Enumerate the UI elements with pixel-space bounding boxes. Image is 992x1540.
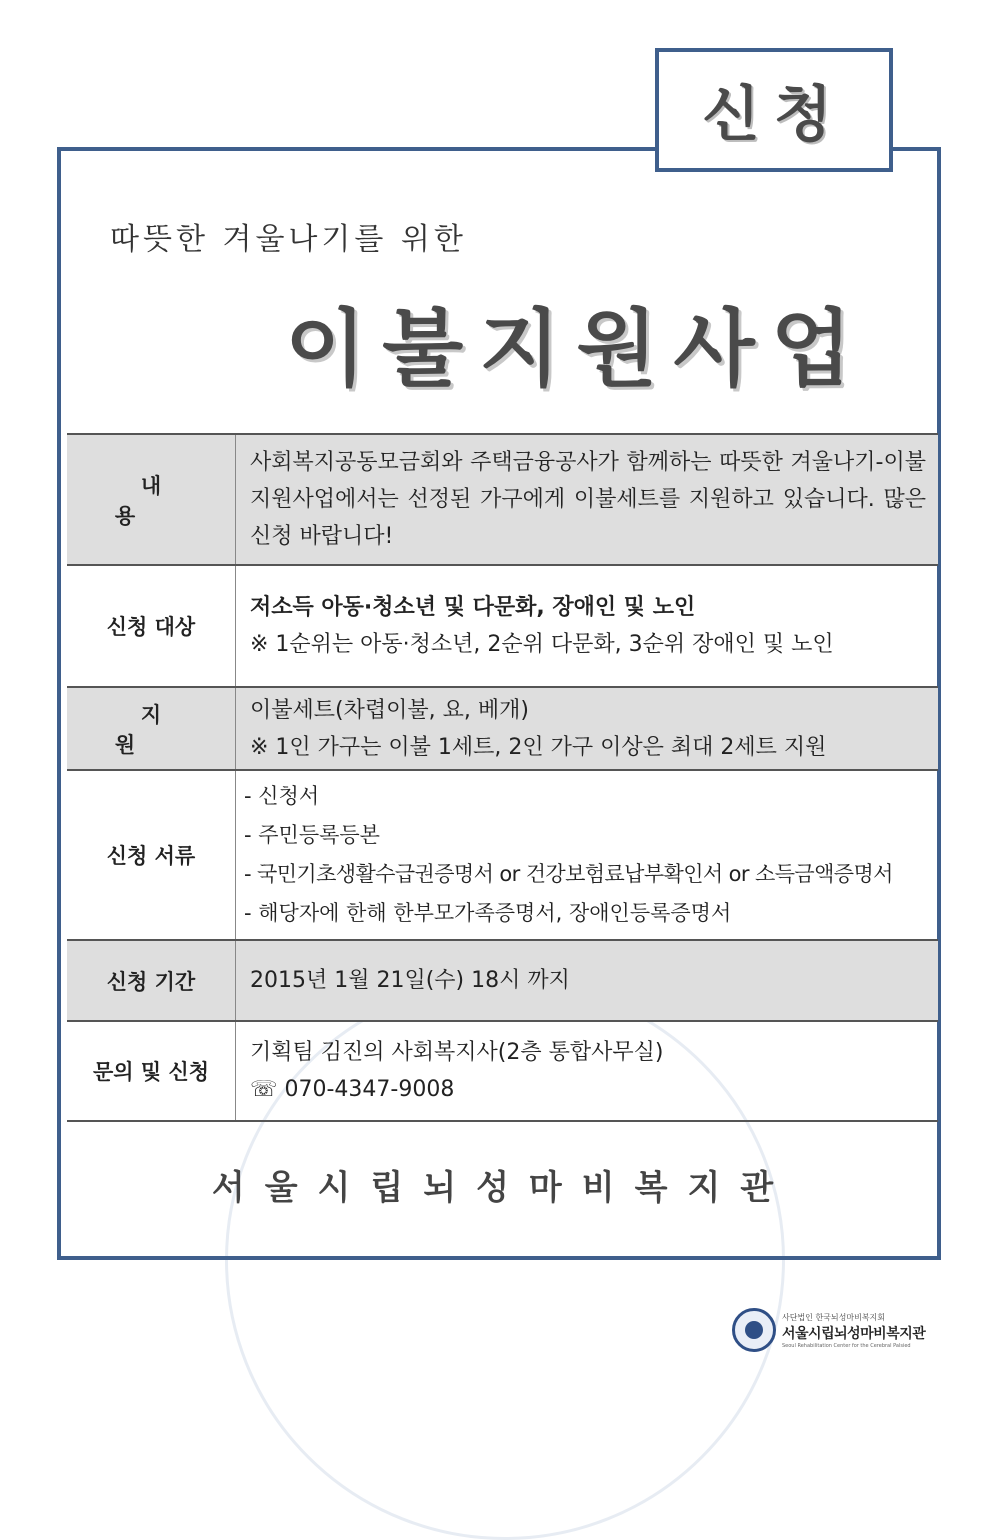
- organization-name: 서울시립뇌성마비복지관: [211, 1168, 794, 1208]
- logo-text: [782, 1312, 925, 1349]
- row-target: [67, 565, 938, 687]
- row-content: [67, 434, 938, 565]
- row-period: [67, 940, 938, 1021]
- row-value: [236, 770, 939, 940]
- apply-badge-text: 신청: [702, 80, 846, 150]
- document-item: - 해당자에 한해 한부모가족증명서, 장애인등록증명서: [244, 901, 732, 925]
- contact-phone: ☏ 070-4347-9008: [250, 1077, 455, 1102]
- target-main: 저소득 아동·청소년 및 다문화, 장애인 및 노인: [250, 595, 696, 620]
- row-label: 신청 기간: [67, 940, 236, 1021]
- logo-name: 서울시립뇌성마비복지관: [782, 1325, 926, 1342]
- logo-english-name: Seoul Rehabilitation Center for the Cerebral Palsied: [782, 1342, 911, 1349]
- row-value: [236, 687, 939, 770]
- organization-logo: [732, 1306, 942, 1354]
- document-item: - 국민기초생활수급권증명서 or 건강보험료납부확인서 or 소득금액증명서: [244, 862, 893, 886]
- support-main: 이불세트(차렵이불, 요, 베개): [250, 697, 529, 723]
- document-item: - 주민등록등본: [244, 823, 380, 847]
- logo-parent-org: 사단법인 한국뇌성마비복지회: [782, 1312, 886, 1322]
- row-label: 신청 서류: [67, 770, 236, 940]
- row-support: [67, 687, 938, 770]
- row-value: 2015년 1월 21일(수) 18시 까지: [236, 940, 939, 1021]
- document-item: - 신청서: [244, 784, 320, 808]
- row-label: 신청 대상: [67, 565, 236, 687]
- logo-emblem-icon: [732, 1308, 776, 1352]
- row-label: 문의 및 신청: [67, 1021, 236, 1121]
- row-value: [236, 565, 939, 687]
- row-value: 사회복지공동모금회와 주택금융공사가 함께하는 따뜻한 겨울나기-이불지원사업에서는 선정된 가구에게 이불세트를 지원하고 있습니다. 많은 신청 바랍니다!: [236, 434, 939, 565]
- contact-person: 기획팀 김진의 사회복지사(2층 통합사무실): [250, 1040, 664, 1065]
- row-label: 내 용: [67, 434, 236, 565]
- apply-badge: [655, 48, 893, 172]
- row-value: [236, 1021, 939, 1121]
- info-table: [67, 433, 938, 1122]
- page-title: 이불지원사업: [285, 300, 868, 398]
- target-note: ※ 1순위는 아동·청소년, 2순위 다문화, 3순위 장애인 및 노인: [250, 632, 834, 657]
- row-documents: [67, 770, 938, 940]
- row-contact: [67, 1021, 938, 1121]
- support-note: ※ 1인 가구는 이불 1세트, 2인 가구 이상은 최대 2세트 지원: [250, 734, 827, 760]
- row-label: 지 원: [67, 687, 236, 770]
- subtitle: 따뜻한 겨울나기를 위한: [110, 222, 467, 257]
